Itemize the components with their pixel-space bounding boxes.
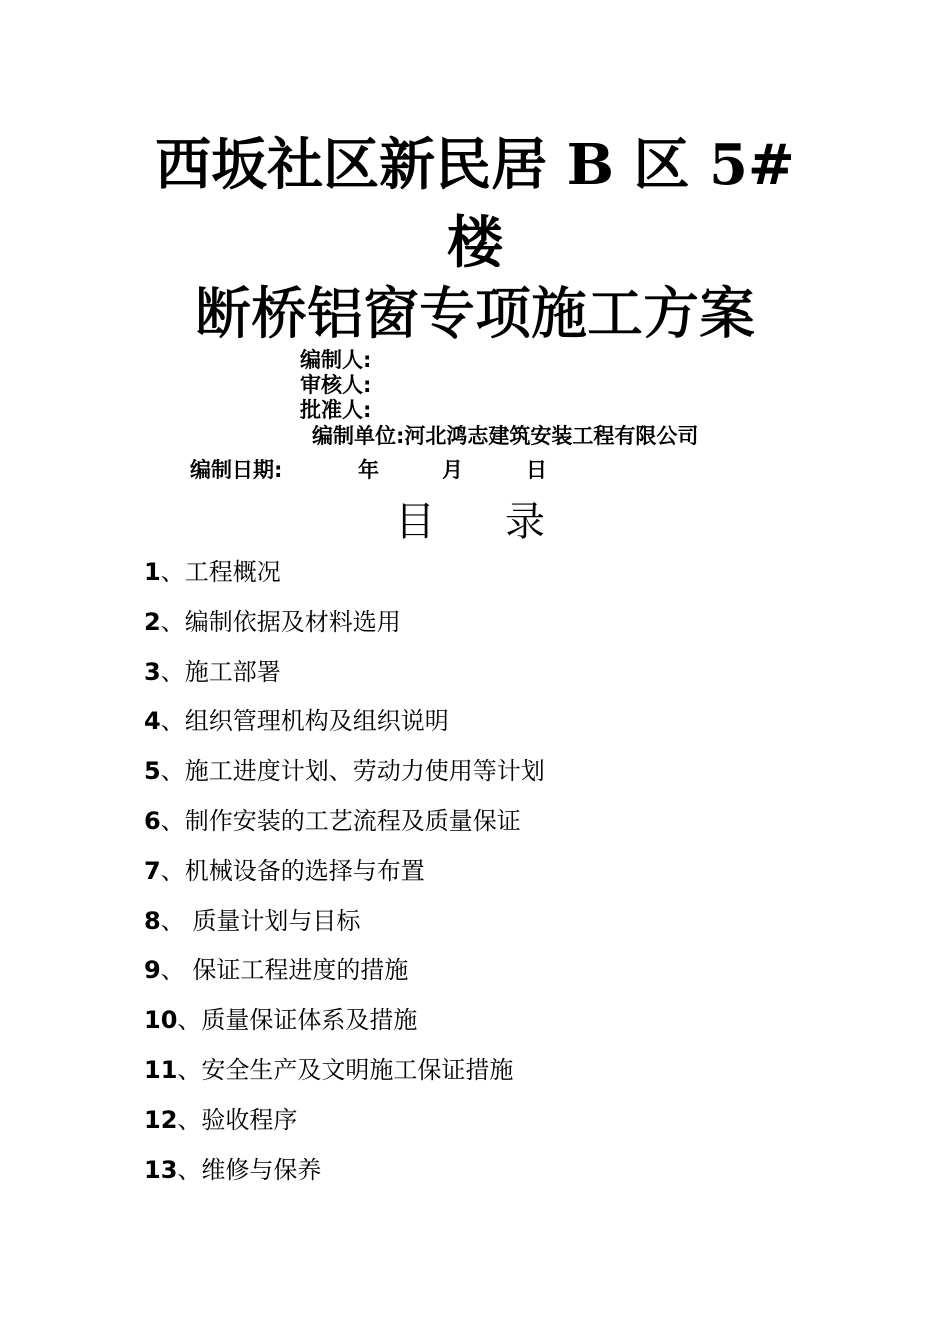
toc-item-text: 、制作安装的工艺流程及质量保证: [160, 806, 521, 835]
toc-item-text: 、 质量计划与目标: [160, 906, 361, 935]
approver-label: 批准人:: [300, 398, 372, 422]
compile-date-row: [190, 456, 547, 484]
toc-item: [144, 701, 545, 751]
toc-item: [144, 552, 545, 602]
toc-item-number: 5: [144, 757, 161, 786]
toc-item: [144, 1150, 545, 1200]
toc-item-number: 8: [144, 906, 161, 935]
toc-item-text: 、维修与保养: [177, 1155, 322, 1184]
toc-item-number: 4: [144, 707, 161, 736]
date-year-label: 年: [358, 458, 379, 482]
toc-item: [144, 602, 545, 652]
document-title-line3: 断桥铝窗专项施工方案: [195, 282, 755, 347]
toc-item-text: 、验收程序: [177, 1105, 298, 1134]
compiling-unit: 编制单位:河北鸿志建筑安装工程有限公司: [312, 424, 699, 448]
toc-item: [144, 801, 545, 851]
toc-item: [144, 1000, 545, 1050]
toc-item: [144, 901, 545, 951]
toc-item-text: 、工程概况: [160, 558, 281, 586]
toc-item-text: 、机械设备的选择与布置: [160, 856, 425, 885]
toc-item: [144, 1050, 545, 1100]
toc-item-number: 12: [144, 1105, 178, 1134]
date-day-label: 日: [526, 458, 547, 482]
toc-item-text: 、施工进度计划、劳动力使用等计划: [160, 757, 545, 786]
toc-item-number: 7: [144, 856, 161, 885]
toc-title: 目录: [395, 499, 615, 545]
toc-item-number: 1: [144, 558, 161, 586]
toc-item-number: 6: [144, 806, 161, 835]
toc-item: [144, 851, 545, 901]
reviewer-label: 审核人:: [300, 373, 372, 397]
toc-item: [144, 652, 545, 702]
compile-date-label: 编制日期:: [190, 458, 283, 482]
document-title-line1: 西坂社区新民居 B 区 5#: [155, 132, 795, 198]
toc-item-number: 9: [144, 956, 161, 985]
toc-item-text: 、安全生产及文明施工保证措施: [177, 1055, 514, 1084]
document-title-line2: 楼: [447, 210, 503, 276]
toc-item: [144, 751, 545, 801]
toc-item-number: 2: [144, 607, 161, 636]
toc-item-text: 、 保证工程进度的措施: [160, 956, 409, 985]
toc-item: [144, 1100, 545, 1150]
toc-list: [144, 552, 545, 1199]
toc-item-number: 11: [144, 1055, 178, 1084]
toc-item-number: 10: [144, 1006, 178, 1035]
date-month-label: 月: [442, 458, 463, 482]
toc-item-text: 、组织管理机构及组织说明: [160, 707, 449, 736]
toc-item-number: 3: [144, 657, 161, 686]
toc-item: [144, 950, 545, 1000]
compiler-label: 编制人:: [300, 348, 372, 372]
toc-item-text: 、质量保证体系及措施: [177, 1006, 418, 1035]
toc-item-text: 、编制依据及材料选用: [160, 607, 401, 636]
toc-item-text: 、施工部署: [160, 657, 281, 686]
toc-item-number: 13: [144, 1155, 178, 1184]
